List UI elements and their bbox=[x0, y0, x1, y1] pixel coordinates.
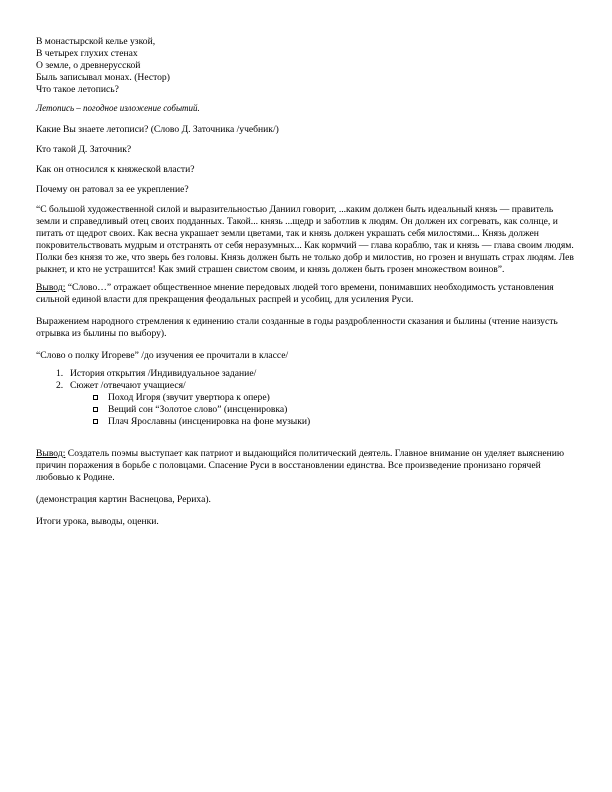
lesson-summary: Итоги урока, выводы, оценки. bbox=[36, 516, 159, 527]
expression-paragraph: Выражением народного стремления к единению стали созданные в годы раздробленности сказания и былины (чтение наизусть отрывка из былины по выбору). bbox=[36, 316, 558, 339]
quote-paragraph: “С большой художественной силой и выразительностью Даниил говорит, ...каким должен быть идеальный князь — правитель земли и справедливый отец своих подданных. Такой... князь ...щедр и заботлив к людям. Он должен их согревать, как солнце, и питать от щедрот своих. Как весна украшает земли цветами, так и князь должен украшать себя милостями... Князь должен покровительствовать мудрым и отстранять от себя неразумных... Как кормчий — глава кораблю, так и князь — глава своим людям. Полки без князя то же, что зверь без головы. Князь должен быть не только добр и милостив, но грозен и внушать страх людям. Лев рыкнет, и кто не устрашится! Как змий страшен свистом своим, и князь должен быть грозен множеством воинов”. bbox=[36, 204, 574, 275]
poem-line: Быль записывал монах. (Нестор) bbox=[36, 72, 170, 83]
sub-list-item-text: Поход Игоря (звучит увертюра к опере) bbox=[108, 392, 270, 403]
sub-list-item bbox=[36, 392, 576, 404]
conclusion-label: Вывод: bbox=[36, 282, 66, 293]
slovo-heading: “Слово о полку Игореве” /до изучения ее прочитали в классе/ bbox=[36, 350, 289, 361]
square-bullet-icon bbox=[93, 395, 98, 400]
poem-line: В четырех глухих стенах bbox=[36, 48, 138, 59]
question-chronicles: Какие Вы знаете летописи? (Слово Д. Заточника /учебник/) bbox=[36, 124, 279, 135]
chronicle-definition: Летопись – погодное изложение событий. bbox=[36, 103, 200, 113]
square-bullet-icon bbox=[93, 419, 98, 424]
conclusion-text: Создатель поэмы выступает как патриот и выдающийся политический деятель. Главное внимание он уделяет выяснению причин поражения в борьбе с половцами. Спасение Руси в восстановлении единства. Все произведение пронизано горячей любовью к Родине. bbox=[36, 448, 565, 483]
sub-list-item-text: Плач Ярославны (инсценировка на фоне музыки) bbox=[108, 416, 311, 427]
conclusion-label: Вывод: bbox=[36, 448, 66, 459]
conclusion-paragraph-1 bbox=[36, 282, 576, 306]
sub-list-item-text: Вещий сон “Золотое слово” (инсценировка) bbox=[108, 404, 288, 415]
poem-block bbox=[36, 36, 576, 96]
list-item bbox=[36, 368, 576, 380]
demonstration-note: (демонстрация картин Васнецова, Рериха). bbox=[36, 494, 211, 505]
list-item bbox=[36, 380, 576, 392]
sub-list-item bbox=[36, 416, 576, 428]
question-zatochnik: Кто такой Д. Заточник? bbox=[36, 144, 132, 155]
sub-list bbox=[36, 392, 576, 428]
question-attitude: Как он относился к княжеской власти? bbox=[36, 164, 195, 175]
list-number: 1. bbox=[56, 368, 64, 379]
question-why: Почему он ратовал за ее укрепление? bbox=[36, 184, 189, 195]
poem-question: Что такое летопись? bbox=[36, 84, 119, 95]
poem-line: В монастырской келье узкой, bbox=[36, 36, 156, 47]
poem-line: О земле, о древнерусской bbox=[36, 60, 141, 71]
list-number: 2. bbox=[56, 380, 64, 391]
conclusion-text: “Слово…” отражает общественное мнение передовых людей того времени, понимавших необходимость установления сильной единой власти для прекращения феодальных распрей и усобиц, для усиления Руси. bbox=[36, 282, 554, 305]
numbered-list bbox=[36, 368, 576, 392]
square-bullet-icon bbox=[93, 407, 98, 412]
list-item-text: Сюжет /отвечают учащиеся/ bbox=[70, 380, 186, 391]
list-item-text: История открытия /Индивидуальное задание/ bbox=[70, 368, 257, 379]
conclusion-paragraph-2 bbox=[36, 448, 576, 484]
sub-list-item bbox=[36, 404, 576, 416]
